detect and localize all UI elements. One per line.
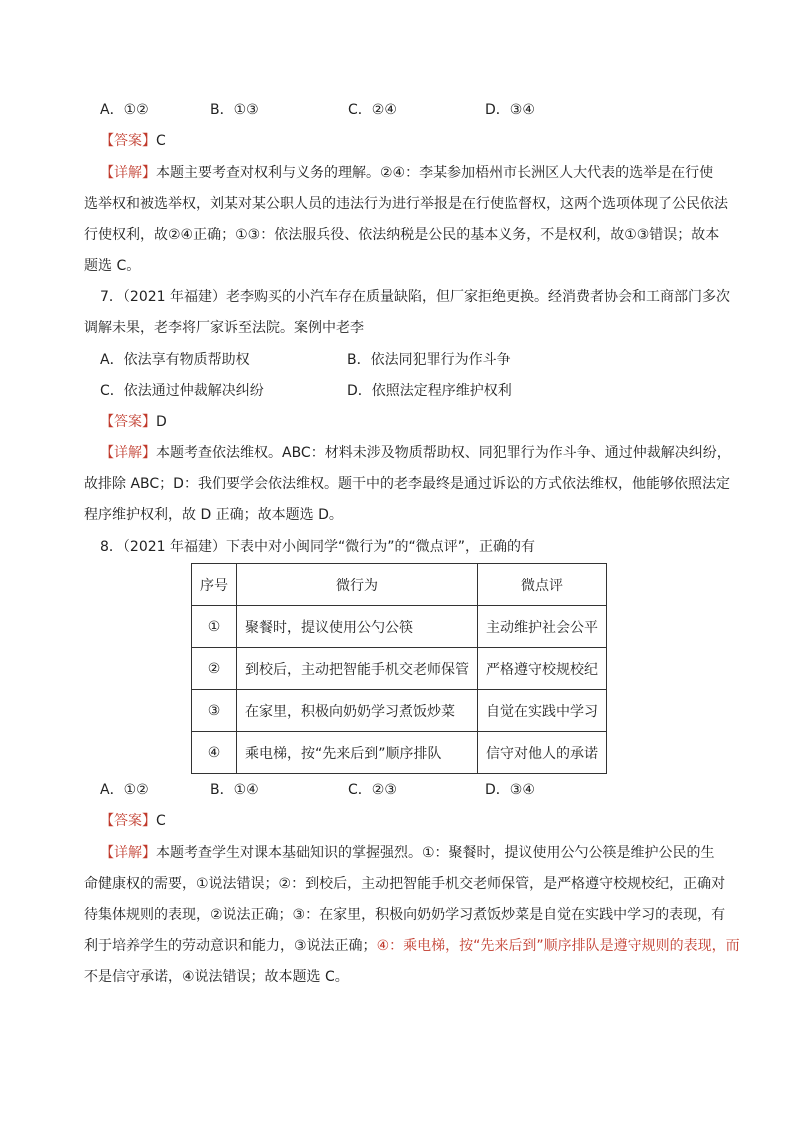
q6-detail (84, 158, 728, 282)
table-cell-comment: 主动维护社会公平 (478, 606, 607, 648)
q8-detail-line-1: 本题考查学生对课本基础知识的掌握强烈。①：聚餐时，提议使用公勺公筷是维护公民的生 (156, 845, 715, 861)
q7-detail-label: 【详解】 (100, 445, 156, 461)
q8-option-b: B．①④ (210, 782, 259, 798)
q7-option-c: C．依法通过仲裁解决纠纷 (100, 383, 264, 399)
table-header-behavior: 微行为 (237, 564, 478, 606)
q7-stem-line-2: 调解未果，老李将厂家诉至法院。案例中老李 (84, 320, 364, 336)
q6-detail-line-1: 本题主要考查对权利与义务的理解。②④：李某参加梧州市长洲区人大代表的选举是在行使 (156, 165, 714, 181)
q6-detail-line-4: 题选 C。 (84, 258, 141, 274)
q8-answer-value: C (156, 813, 166, 829)
table-cell-behavior: 聚餐时，提议使用公勺公筷 (237, 606, 478, 648)
table-header-row (192, 564, 607, 606)
table-cell-comment: 严格遵守校规校纪 (478, 648, 607, 690)
q7-option-a: A．依法享有物质帮助权 (100, 352, 250, 368)
q8-detail (84, 838, 740, 993)
q7-detail-line-2: 故排除 ABC；D：我们要学会依法维权。题干中的老李最终是通过诉讼的方式依法维权，他能够依照法定 (84, 476, 730, 492)
q8-option-c: C．②③ (348, 782, 397, 798)
table-cell-comment: 自觉在实践中学习 (478, 690, 607, 732)
q8-detail-line-4: 利于培养学生的劳动意识和能力，③说法正确； (84, 938, 377, 954)
q6-detail-label: 【详解】 (100, 165, 156, 181)
table-cell-index: ① (192, 606, 237, 648)
q8-detail-line-6: 不是信守承诺，④说法错误；故本题选 C。 (84, 969, 349, 985)
q8-detail-line-2: 命健康权的需要，①说法错误；②：到校后，主动把智能手机交老师保管，是严格遵守校规校纪，正确对 (84, 876, 726, 892)
q7-stem-line-1: 7．（2021 年福建）老李购买的小汽车存在质量缺陷，但厂家拒绝更换。经消费者协会和工商部门多次 (100, 289, 730, 305)
q7-stem (84, 282, 730, 344)
q8-table (191, 563, 607, 774)
q6-option-a: A．①② (100, 102, 149, 118)
table-cell-behavior: 到校后，主动把智能手机交老师保管 (237, 648, 478, 690)
q7-detail-line-1: 本题考查依法维权。ABC：材料未涉及物质帮助权、同犯罪行为作斗争、通过仲裁解决纠纷， (156, 445, 731, 461)
table-row (192, 606, 607, 648)
table-cell-comment: 信守对他人的承诺 (478, 732, 607, 774)
q6-detail-line-2: 选举权和被选举权，刘某对某公职人员的违法行为进行举报是在行使监督权，这两个选项体现了公民依法 (84, 196, 728, 212)
q8-stem: 8．（2021 年福建）下表中对小闽同学“微行为”的“微点评”，正确的有 (100, 539, 535, 555)
table-row (192, 690, 607, 732)
q6-answer (100, 130, 166, 152)
q8-detail-line-5: ④：乘电梯，按“先来后到”顺序排队是遵守规则的表现，而 (376, 938, 740, 954)
q6-answer-label: 【答案】 (100, 133, 156, 149)
table-cell-behavior: 在家里，积极向奶奶学习煮饭炒菜 (237, 690, 478, 732)
table-row (192, 732, 607, 774)
q7-detail-line-3: 程序维护权利，故 D 正确；故本题选 D。 (84, 507, 343, 523)
q8-option-a: A．①② (100, 782, 149, 798)
table-cell-behavior: 乘电梯，按“先来后到”顺序排队 (237, 732, 478, 774)
q8-answer-label: 【答案】 (100, 813, 156, 829)
q8-answer (100, 810, 166, 832)
q7-answer-value: D (156, 414, 167, 430)
table-row (192, 648, 607, 690)
q7-detail (84, 438, 731, 531)
q7-answer-label: 【答案】 (100, 414, 156, 430)
table-cell-index: ③ (192, 690, 237, 732)
table-header-comment: 微点评 (478, 564, 607, 606)
q6-option-c: C．②④ (348, 102, 397, 118)
q7-option-b: B．依法同犯罪行为作斗争 (347, 352, 511, 368)
q8-detail-label: 【详解】 (100, 845, 156, 861)
q6-answer-value: C (156, 133, 166, 149)
q8-option-d: D．③④ (485, 782, 535, 798)
q7-answer (100, 411, 167, 433)
q8-detail-line-3: 待集体规则的表现，②说法正确；③：在家里，积极向奶奶学习煮饭炒菜是自觉在实践中学习的表现，有 (84, 907, 726, 923)
table-cell-index: ② (192, 648, 237, 690)
table-cell-index: ④ (192, 732, 237, 774)
q7-option-d: D．依照法定程序维护权利 (347, 383, 512, 399)
q6-detail-line-3: 行使权利，故②④正确；①③：依法服兵役、依法纳税是公民的基本义务，不是权利，故①③错误；故本 (84, 227, 720, 243)
q6-option-b: B．①③ (210, 102, 259, 118)
table-header-index: 序号 (192, 564, 237, 606)
q6-option-d: D．③④ (485, 102, 535, 118)
